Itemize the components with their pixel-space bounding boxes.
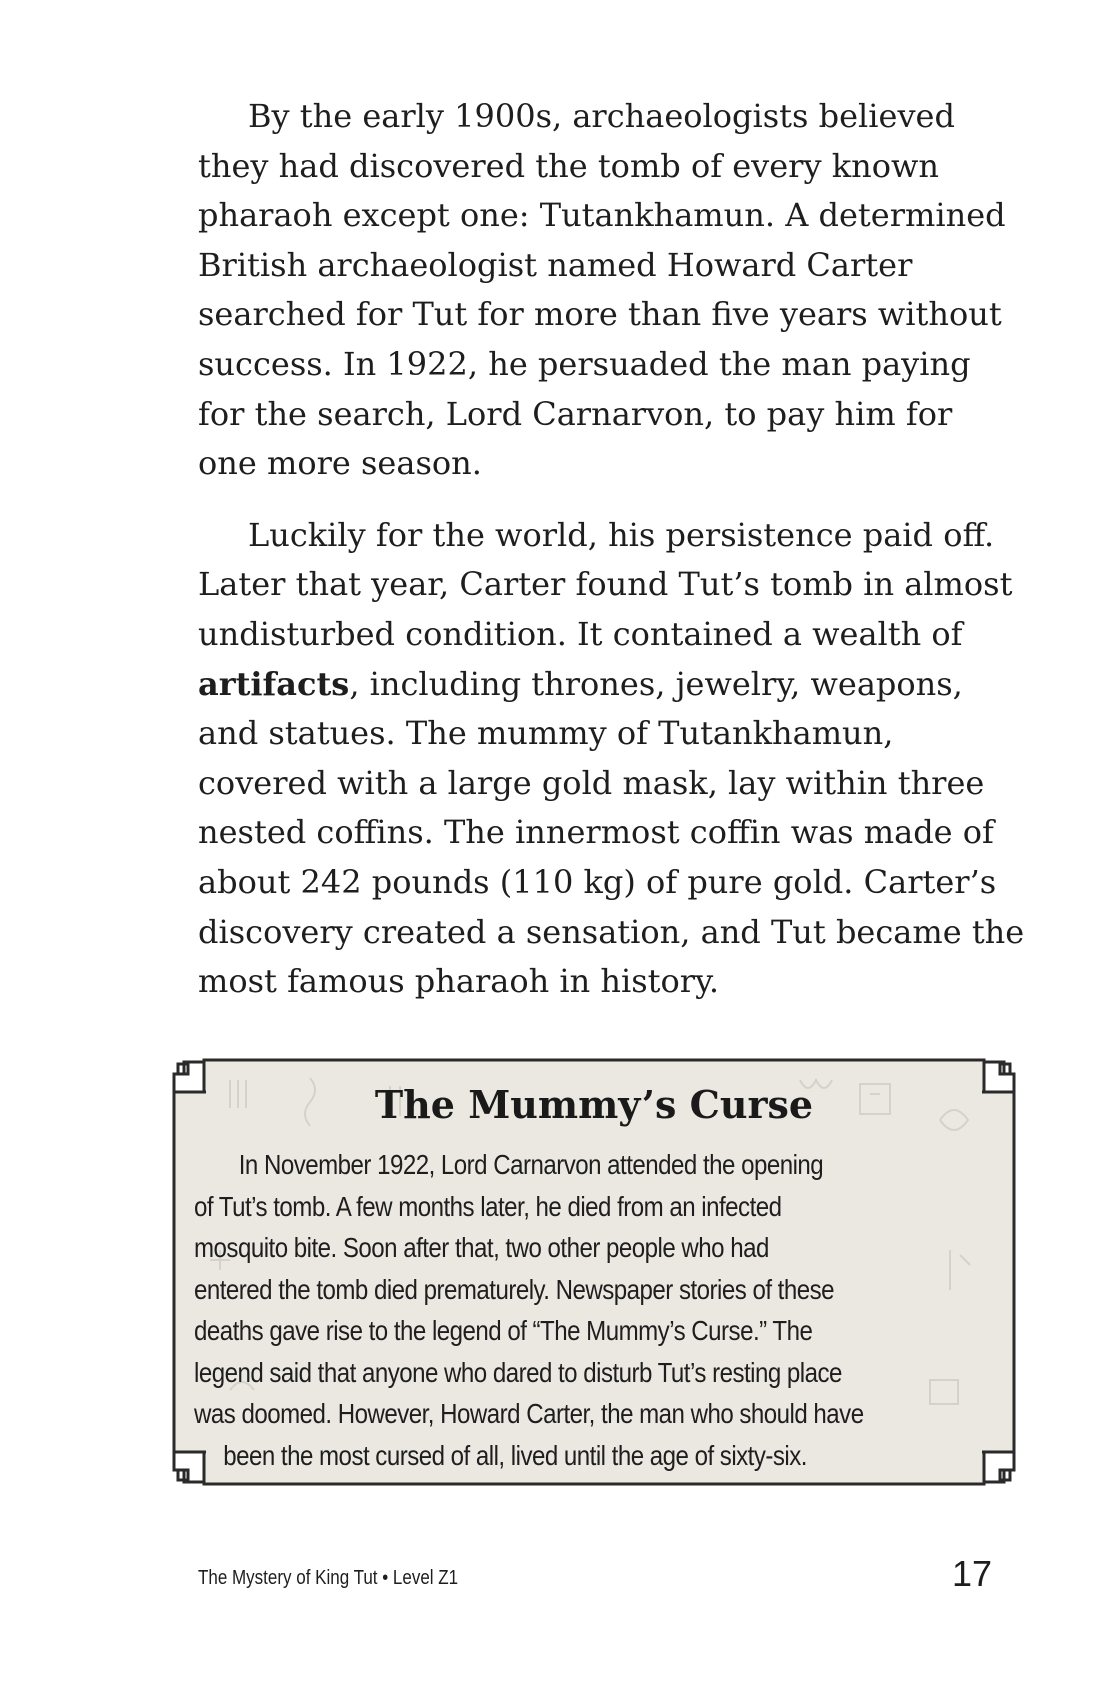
text-fragment: , including thrones, jewelry, weapons, [349, 664, 963, 703]
text-line: By the early 1900s, archaeologists believed [248, 97, 955, 135]
text-line: most famous pharaoh in history. [198, 962, 720, 1001]
sidebar-line: In November 1922, Lord Carnarvon attended the opening [238, 1149, 824, 1180]
text-line: one more season. [198, 444, 482, 483]
sidebar-line: mosquito bite. Soon after that, two other people who had [194, 1232, 769, 1263]
sidebar-line: entered the tomb died prematurely. Newspaper stories of these [194, 1273, 835, 1305]
sidebar-line: been the most cursed of all, lived until the age of sixty-six. [223, 1439, 807, 1471]
sidebar-line: deaths gave rise to the legend of “The Mummy’s Curse.” The [194, 1315, 813, 1346]
text-line: discovery created a sensation, and Tut became the [198, 912, 1025, 951]
sidebar-box [170, 1060, 1018, 1484]
text-line: pharaoh except one: Tutankhamun. A determined [198, 196, 1006, 235]
paragraph-gap [198, 489, 998, 511]
main-article [198, 92, 1025, 1007]
page-number: 17 [951, 1553, 992, 1594]
footer-book-title: The Mystery of King Tut • Level Z1 [198, 1567, 459, 1589]
glossary-term-artifacts: artifacts [198, 664, 350, 703]
text-line: searched for Tut for more than five years without [198, 295, 1002, 334]
text-line: nested coffins. The innermost coffin was made of [198, 813, 994, 852]
sidebar-line: of Tut’s tomb. A few months later, he died from an infected [194, 1190, 782, 1222]
sidebar-line: legend said that anyone who dared to disturb Tut’s resting place [194, 1356, 842, 1388]
text-line: and statues. The mummy of Tutankhamun, [198, 714, 894, 753]
sidebar-body [194, 1144, 899, 1476]
text-line: Luckily for the world, his persistence paid off. [248, 515, 995, 554]
text-line: undisturbed condition. It contained a wealth of [198, 614, 963, 653]
text-line: British archaeologist named Howard Carter [198, 245, 913, 284]
sidebar-title: The Mummy’s Curse [374, 1082, 814, 1127]
text-line: about 242 pounds (110 kg) of pure gold. Carter’s [198, 862, 997, 901]
text-line: Later that year, Carter found Tut’s tomb in almost [198, 565, 1013, 604]
text-line: they had discovered the tomb of every known [198, 146, 939, 185]
text-line: for the search, Lord Carnarvon, to pay him for [198, 394, 953, 433]
text-line [198, 660, 998, 710]
text-line: success. In 1922, he persuaded the man paying [198, 344, 971, 383]
sidebar-line: was doomed. However, Howard Carter, the man who should have [194, 1398, 864, 1429]
text-line: covered with a large gold mask, lay within three [198, 763, 985, 802]
